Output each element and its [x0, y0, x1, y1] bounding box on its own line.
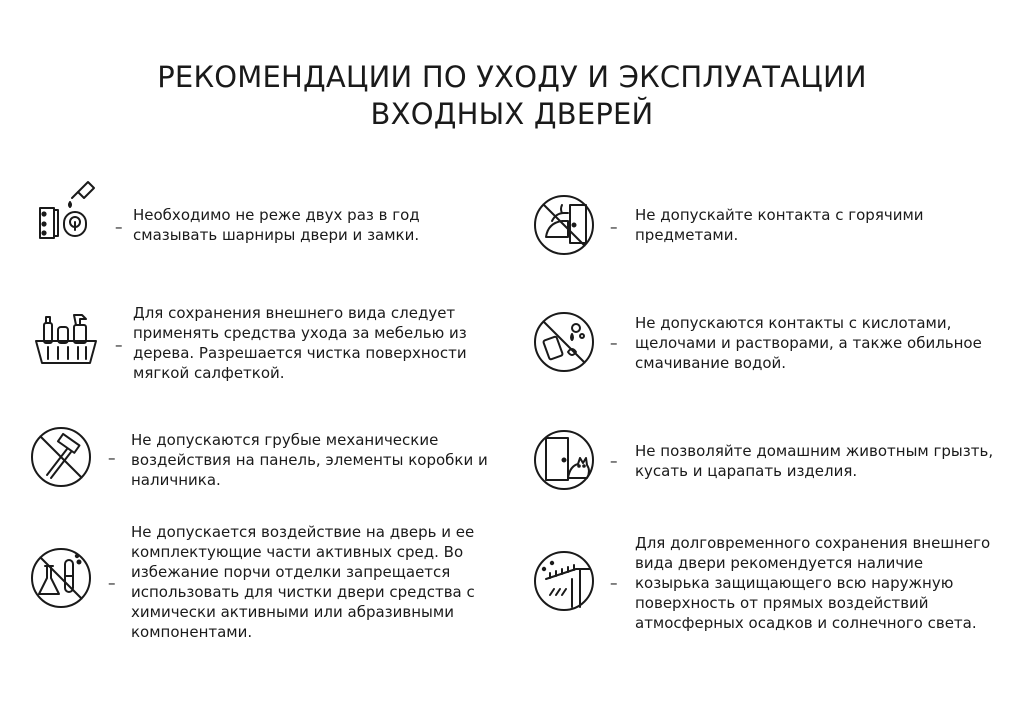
- cleaning-basket-icon: [34, 305, 98, 369]
- left-item-2-line-2: применять средства ухода за мебелью из: [133, 324, 467, 342]
- no-hammer-icon: [29, 425, 93, 489]
- left-item-3-text: [131, 430, 488, 490]
- left-item-4-line-3: избежание порчи отделки запрещается: [131, 563, 451, 581]
- right-item-2-text: [635, 313, 982, 373]
- left-item-4-line-1: Не допускается воздействие на дверь и ее: [131, 523, 475, 541]
- hinge-lock-oil-icon: [34, 178, 98, 242]
- door-canopy-icon: [532, 549, 596, 613]
- left-item-1-line-1: Необходимо не реже двух раз в год: [133, 206, 420, 224]
- left-item-4-line-6: компонентами.: [131, 623, 253, 641]
- left-item-1-text: [133, 205, 420, 245]
- left-item-2-line-4: мягкой салфеткой.: [133, 364, 285, 382]
- right-item-2-line-3: смачивание водой.: [635, 354, 787, 372]
- bullet-dash: –: [108, 449, 116, 467]
- pet-scratch-door-icon: [532, 428, 596, 492]
- left-item-2-line-3: дерева. Разрешается чистка поверхности: [133, 344, 467, 362]
- bullet-dash: –: [115, 218, 123, 236]
- right-item-4-line-5: атмосферных осадков и солнечного света.: [635, 614, 977, 632]
- page-title-line-1: РЕКОМЕНДАЦИИ ПО УХОДУ И ЭКСПЛУАТАЦИИ: [157, 60, 867, 94]
- no-hot-iron-icon: [532, 193, 596, 257]
- right-item-3-line-2: кусать и царапать изделия.: [635, 462, 858, 480]
- left-item-4-text: [131, 522, 475, 642]
- right-item-2-line-2: щелочами и растворами, а также обильное: [635, 334, 982, 352]
- bullet-dash: –: [610, 218, 618, 236]
- right-item-1-line-2: предметами.: [635, 226, 739, 244]
- left-item-4-line-2: комплектующие части активных сред. Во: [131, 543, 464, 561]
- right-item-1-text: [635, 205, 924, 245]
- right-item-4-line-3: козырька защищающего всю наружную: [635, 574, 954, 592]
- left-item-3-line-1: Не допускаются грубые механические: [131, 431, 439, 449]
- right-item-3-line-1: Не позволяйте домашним животным грызть,: [635, 442, 994, 460]
- right-item-3-text: [635, 441, 993, 481]
- left-item-4-line-4: использовать для чистки двери средства с: [131, 583, 475, 601]
- no-acid-water-icon: [532, 310, 596, 374]
- left-item-3-line-3: наличника.: [131, 471, 221, 489]
- no-chemicals-icon: [29, 546, 93, 610]
- bullet-dash: –: [610, 334, 618, 352]
- right-item-4-line-4: поверхность от прямых воздействий: [635, 594, 929, 612]
- left-item-2-line-1: Для сохранения внешнего вида следует: [133, 304, 456, 322]
- left-item-3-line-2: воздействия на панель, элементы коробки и: [131, 451, 488, 469]
- page-title-line-2: ВХОДНЫХ ДВЕРЕЙ: [370, 97, 654, 131]
- right-item-4-text: [635, 533, 990, 633]
- right-item-1-line-1: Не допускайте контакта с горячими: [635, 206, 924, 224]
- right-item-2-line-1: Не допускаются контакты с кислотами,: [635, 314, 952, 332]
- bullet-dash: –: [610, 452, 618, 470]
- right-item-4-line-2: вида двери рекомендуется наличие: [635, 554, 924, 572]
- bullet-dash: –: [610, 574, 618, 592]
- right-item-4-line-1: Для долговременного сохранения внешнего: [635, 534, 991, 552]
- left-item-4-line-5: химически активными или абразивными: [131, 603, 454, 621]
- left-item-2-text: [133, 303, 467, 383]
- bullet-dash: –: [115, 336, 123, 354]
- bullet-dash: –: [108, 574, 116, 592]
- left-item-1-line-2: смазывать шарниры двери и замки.: [133, 226, 420, 244]
